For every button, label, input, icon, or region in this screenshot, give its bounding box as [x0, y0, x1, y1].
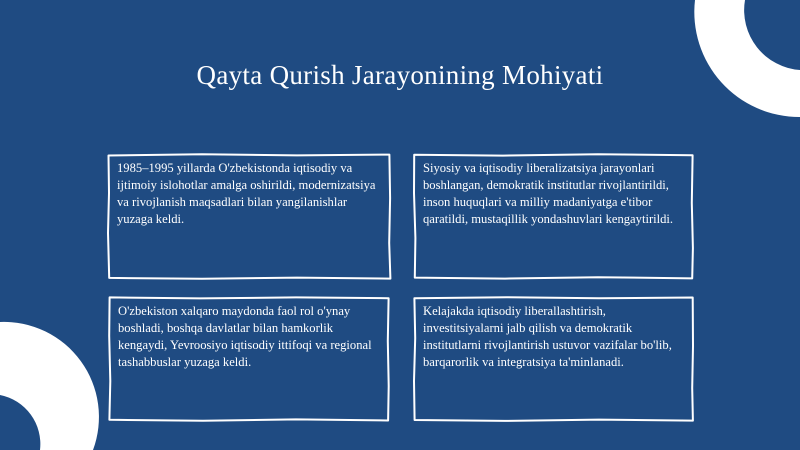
corner-arc-top-right — [694, 0, 800, 117]
content-card-1 — [107, 153, 391, 280]
card-text: 1985–1995 yillarda O'zbekistonda iqtisodiy va ijtimoiy islohotlar amalga oshirildi, modernizatsiya va rivojlanish maqsadlari bilan yangilanishlar yuzaga keldi. — [117, 161, 376, 226]
content-card-2 — [413, 153, 694, 280]
card-text: Kelajakda iqtisodiy liberallashtirish, investitsiyalarni jalb qilish va demokratik institutlarni rivojlantirish ustuvor vazifalar bo'lib, barqarorlik va integratsiya ta'minlanadi. — [423, 304, 672, 369]
card-text: Siyosiy va iqtisodiy liberalizatsiya jarayonlari boshlangan, demokratik institutlar rivojlantirildi, inson huquqlari va milliy madaniyatga e'tibor qaratildi, mustaqillik yondashuvlari kengaytirildi. — [423, 161, 674, 226]
content-card-4 — [413, 296, 694, 422]
card-text: O'zbekiston xalqaro maydonda faol rol o'ynay boshladi, boshqa davlatlar bilan hamkorlik kengaydi, Yevroosiyo iqtisodiy ittifoqi va regional tashabbuslar yuzaga keldi. — [118, 304, 372, 369]
corner-arc-bottom-left — [0, 322, 99, 450]
slide-title: Qayta Qurish Jarayonining Mohiyati — [196, 60, 604, 90]
content-card-3 — [108, 296, 390, 422]
